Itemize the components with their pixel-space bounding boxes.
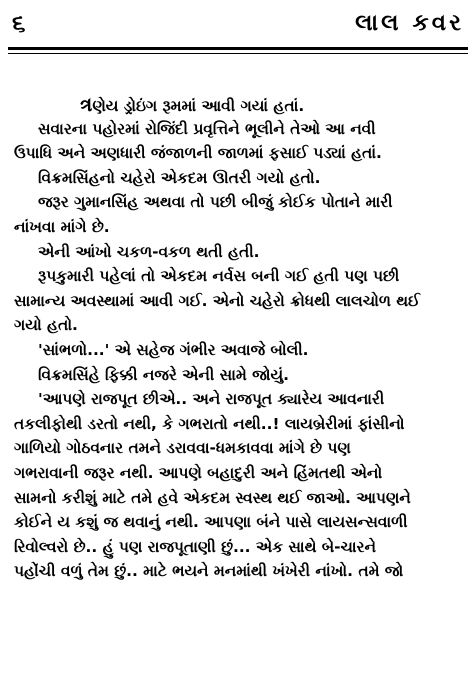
text-line: રૂપકુમારી પહેલાં તો એકદમ નર્વસ બની ગઈ હતી પણ પછી: [38, 267, 400, 286]
text-line: સામનો કરીશું માટે તમે હવે એકદમ સ્વસ્થ થઈ જાઓ. આપણને: [14, 488, 411, 507]
running-title: લાલ કવર: [355, 10, 464, 36]
text-line: વિક્રમસિંહનો ચહેરો એકદમ ઊતરી ગયો હતો.: [38, 168, 321, 187]
header-rule-thin: [8, 53, 468, 54]
text-line: નાંખવા માંગે છે.: [14, 217, 110, 236]
body-text: [14, 92, 460, 584]
page-header: [12, 6, 464, 40]
header-rule-thick: [8, 47, 468, 50]
text-line: સવારના પહોરમાં રોજિંદી પ્રવૃત્તિને ભૂલીને તેઓ આ નવી: [38, 119, 376, 138]
text-line: ત્રણેય ડ્રોઇંગ રૂમમાં આવી ગયાં હતાં.: [80, 92, 305, 116]
text-line: વિક્રમસિંહે ફિક્કી નજરે એની સામે જોયું.: [38, 365, 289, 384]
text-line: તકલીફોથી ડરતો નથી, કે ગભરાતો નથી..! લાયબ્રેરીમાં ફાંસીનો: [14, 414, 405, 433]
text-line: ગયો હતો.: [14, 316, 78, 335]
drop-cap: ત્ર: [80, 92, 93, 116]
text-line: એની આંખો ચકળ-વકળ થતી હતી.: [38, 242, 260, 261]
text-line: ગભરાવાની જરૂર નથી. આપણે બહાદુરી અને હિંમતથી એનો: [14, 463, 383, 482]
text-line: ગાળિયો ગોઠવનાર તમને ડરાવવા-ધમકાવવા માંગે છે પણ: [14, 439, 351, 458]
text-line: 'આપણે રાજપૂત છીએ.. અને રાજપૂત ક્યારેય આવનારી: [38, 390, 385, 409]
text-line: પહોંચી વળું તેમ છું.. માટે ભયને મનમાંથી ખંખેરી નાંખો. તમે જો: [14, 562, 404, 581]
text-line: ઉપાધિ અને અણધારી જંજાળની જાળમાં ફસાઈ પડ્યાં હતાં.: [14, 144, 382, 163]
text-line: રિવોલ્વરો છે.. હું પણ રાજપૂતાણી છું... એક સાથે બે-ચારને: [14, 537, 376, 556]
text-line: સામાન્ય અવસ્થામાં આવી ગઈ. એનો ચહેરો ક્રોધથી લાલચોળ થઈ: [14, 291, 420, 310]
page-number: ૬: [12, 9, 26, 37]
text-line: 'સાંભળો...' એ સહેજ ગંભીર અવાજે બોલી.: [38, 340, 309, 359]
text-line: જરૂર ગુમાનસિંહ અથવા તો પછી બીજું કોઈક પોતાને મારી: [38, 193, 393, 212]
text-line: કોઈને ય કશું જ થવાનું નથી. આપણા બંને પાસે લાયસન્સવાળી: [14, 513, 408, 532]
